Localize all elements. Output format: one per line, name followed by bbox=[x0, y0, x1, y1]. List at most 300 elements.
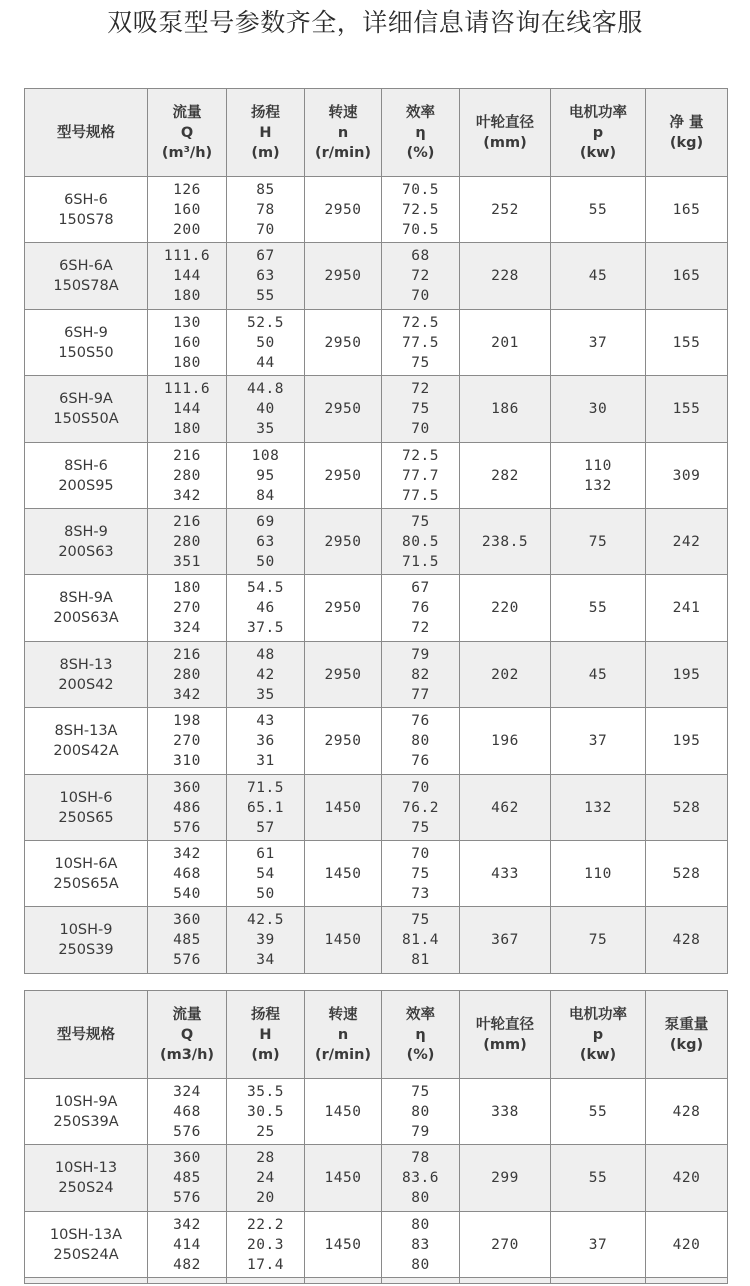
head-cell-text: 108 95 84 bbox=[251, 447, 280, 504]
motor-power-cell bbox=[551, 1079, 646, 1145]
motor-power-cell-text: 45 bbox=[588, 268, 608, 284]
motor-power-cell-text: 37 bbox=[588, 733, 608, 749]
model-cell bbox=[25, 310, 148, 376]
impeller-diameter-cell bbox=[460, 1079, 551, 1145]
motor-power-cell-text: 110 132 bbox=[584, 457, 612, 494]
model-cell-text: 10SH-9A 250S39A bbox=[53, 1093, 119, 1130]
model-cell-text: 6SH-6A 150S78A bbox=[53, 258, 119, 294]
impeller-diameter-cell-text: 367 bbox=[491, 932, 519, 948]
speed-cell bbox=[305, 243, 382, 310]
weight-cell-text: 528 bbox=[672, 865, 701, 882]
impeller-diameter-cell bbox=[460, 642, 551, 708]
model-cell-text: 10SH-9 250S39 bbox=[58, 922, 114, 958]
impeller-diameter-cell bbox=[460, 509, 551, 575]
motor-power-cell bbox=[551, 310, 646, 376]
model-cell-text: 8SH-13 200S42 bbox=[58, 656, 114, 693]
speed-cell-text: 2950 bbox=[324, 600, 362, 616]
model-cell-text: 8SH-13A 200S42A bbox=[53, 723, 119, 759]
efficiency-cell-text: 67 76 72 bbox=[411, 580, 430, 636]
head-cell bbox=[227, 376, 305, 443]
head-cell-text: 69 63 50 bbox=[256, 513, 275, 570]
motor-power-cell bbox=[551, 1212, 646, 1278]
speed-cell-text: 1450 bbox=[324, 799, 362, 816]
efficiency-cell bbox=[382, 1145, 460, 1212]
weight-cell-text: 242 bbox=[672, 533, 701, 550]
model-cell-text: 8SH-9A 200S63A bbox=[53, 590, 119, 626]
weight-cell bbox=[646, 907, 728, 974]
flow-cell-text: 360 485 576 bbox=[173, 912, 201, 968]
impeller-diameter-cell bbox=[460, 907, 551, 974]
table-row bbox=[25, 509, 728, 575]
head-cell-text: 61 54 50 bbox=[256, 845, 275, 902]
weight-cell-text: 420 bbox=[672, 1236, 701, 1253]
motor-power-cell bbox=[551, 575, 646, 642]
flow-cell bbox=[148, 1212, 227, 1278]
speed-cell bbox=[305, 642, 382, 708]
empty-cell bbox=[551, 1278, 646, 1284]
impeller-diameter-cell bbox=[460, 841, 551, 907]
model-cell bbox=[25, 642, 148, 708]
speed-header bbox=[305, 991, 382, 1079]
pump-spec-table-2 bbox=[24, 990, 728, 1284]
empty-cell bbox=[148, 1278, 227, 1284]
empty-cell bbox=[305, 1278, 382, 1284]
model-cell bbox=[25, 841, 148, 907]
impeller-diameter-cell bbox=[460, 1212, 551, 1278]
efficiency-cell bbox=[382, 243, 460, 310]
speed-cell bbox=[305, 509, 382, 575]
weight-cell-text: 195 bbox=[672, 666, 701, 683]
motor-power-cell bbox=[551, 907, 646, 974]
efficiency-header bbox=[382, 991, 460, 1079]
speed-cell-text: 2950 bbox=[324, 201, 362, 218]
impeller-diameter-cell-text: 338 bbox=[491, 1103, 519, 1120]
motor-power-cell bbox=[551, 642, 646, 708]
weight-cell-text: 420 bbox=[672, 1170, 701, 1186]
weight-header-label: 净 量 (kg) bbox=[669, 114, 704, 151]
flow-cell-text: 216 280 342 bbox=[173, 646, 201, 703]
model-cell bbox=[25, 708, 148, 775]
weight-cell-text: 309 bbox=[672, 467, 701, 484]
impeller-diameter-cell-text: 238.5 bbox=[481, 533, 529, 550]
efficiency-cell-text: 75 80 79 bbox=[411, 1083, 430, 1140]
weight-cell-text: 195 bbox=[672, 733, 701, 749]
head-cell bbox=[227, 708, 305, 775]
efficiency-header-label: 效率 η (%) bbox=[406, 1006, 435, 1063]
efficiency-cell bbox=[382, 907, 460, 974]
motor-power-cell bbox=[551, 243, 646, 310]
flow-cell-text: 360 486 576 bbox=[173, 779, 201, 836]
impeller-diameter-cell bbox=[460, 243, 551, 310]
efficiency-header bbox=[382, 89, 460, 177]
head-header bbox=[227, 89, 305, 177]
impeller-diameter-cell-text: 270 bbox=[491, 1236, 519, 1253]
speed-cell-text: 1450 bbox=[324, 1103, 362, 1120]
weight-cell bbox=[646, 443, 728, 509]
flow-cell bbox=[148, 1079, 227, 1145]
flow-cell bbox=[148, 775, 227, 841]
impeller-diameter-cell-text: 282 bbox=[491, 467, 519, 484]
head-header-label: 扬程 H (m) bbox=[251, 104, 280, 161]
speed-cell bbox=[305, 443, 382, 509]
efficiency-cell bbox=[382, 642, 460, 708]
flow-cell-text: 198 270 310 bbox=[173, 713, 201, 769]
speed-header bbox=[305, 89, 382, 177]
flow-cell-text: 324 468 576 bbox=[173, 1083, 201, 1140]
efficiency-cell-text: 76 80 76 bbox=[411, 713, 430, 769]
flow-cell-text: 126 160 200 bbox=[173, 181, 201, 238]
weight-cell bbox=[646, 243, 728, 310]
head-cell-text: 54.5 46 37.5 bbox=[247, 580, 284, 636]
model-cell bbox=[25, 1145, 148, 1212]
motor-power-cell bbox=[551, 841, 646, 907]
motor-power-header bbox=[551, 991, 646, 1079]
impeller-diameter-cell-text: 201 bbox=[491, 334, 519, 351]
flow-cell bbox=[148, 509, 227, 575]
weight-cell-text: 528 bbox=[672, 799, 701, 816]
flow-cell bbox=[148, 310, 227, 376]
flow-cell-text: 216 280 351 bbox=[173, 513, 201, 570]
head-cell bbox=[227, 1079, 305, 1145]
weight-header bbox=[646, 991, 728, 1079]
model-cell-text: 8SH-6 200S95 bbox=[58, 457, 114, 494]
impeller-diameter-cell-text: 202 bbox=[491, 666, 519, 683]
efficiency-header-label: 效率 η (%) bbox=[406, 104, 435, 161]
speed-cell-text: 2950 bbox=[324, 533, 362, 550]
weight-cell bbox=[646, 1145, 728, 1212]
model-header bbox=[25, 991, 148, 1079]
weight-cell-text: 155 bbox=[672, 401, 701, 417]
efficiency-cell bbox=[382, 376, 460, 443]
table-row bbox=[25, 443, 728, 509]
efficiency-cell-text: 72.5 77.7 77.5 bbox=[402, 447, 439, 504]
model-cell bbox=[25, 177, 148, 243]
weight-header-label: 泵重量 (kg) bbox=[664, 1016, 709, 1053]
flow-cell-text: 111.6 144 180 bbox=[163, 248, 211, 304]
model-cell-text: 6SH-9 150S50 bbox=[58, 324, 114, 361]
model-cell bbox=[25, 376, 148, 443]
speed-cell bbox=[305, 907, 382, 974]
weight-cell bbox=[646, 575, 728, 642]
empty-cell bbox=[460, 1278, 551, 1284]
model-cell-text: 10SH-13A 250S24A bbox=[49, 1226, 123, 1263]
efficiency-cell bbox=[382, 1212, 460, 1278]
table-row bbox=[25, 907, 728, 974]
motor-power-cell-text: 37 bbox=[588, 1236, 608, 1253]
head-cell bbox=[227, 1212, 305, 1278]
head-cell bbox=[227, 1145, 305, 1212]
head-cell bbox=[227, 310, 305, 376]
efficiency-cell bbox=[382, 708, 460, 775]
head-cell-text: 52.5 50 44 bbox=[247, 314, 284, 371]
table-row bbox=[25, 1212, 728, 1278]
flow-cell bbox=[148, 443, 227, 509]
model-cell-text: 6SH-9A 150S50A bbox=[53, 391, 119, 427]
impeller-diameter-cell bbox=[460, 177, 551, 243]
weight-cell bbox=[646, 310, 728, 376]
table-row-cut-off bbox=[25, 1278, 728, 1284]
motor-power-cell-text: 75 bbox=[588, 533, 608, 550]
impeller-diameter-cell-text: 220 bbox=[491, 600, 519, 616]
speed-cell-text: 1450 bbox=[324, 932, 362, 948]
efficiency-cell-text: 78 83.6 80 bbox=[402, 1150, 439, 1206]
efficiency-cell bbox=[382, 1079, 460, 1145]
head-cell-text: 42.5 39 34 bbox=[247, 912, 284, 968]
motor-power-cell bbox=[551, 708, 646, 775]
motor-power-cell bbox=[551, 376, 646, 443]
model-cell-text: 6SH-6 150S78 bbox=[58, 191, 114, 228]
head-cell-text: 67 63 55 bbox=[256, 248, 275, 304]
model-cell bbox=[25, 1079, 148, 1145]
weight-cell bbox=[646, 509, 728, 575]
efficiency-cell bbox=[382, 310, 460, 376]
model-cell bbox=[25, 443, 148, 509]
model-cell bbox=[25, 775, 148, 841]
head-header bbox=[227, 991, 305, 1079]
table-row bbox=[25, 775, 728, 841]
motor-power-header bbox=[551, 89, 646, 177]
efficiency-cell bbox=[382, 509, 460, 575]
head-cell bbox=[227, 642, 305, 708]
weight-cell bbox=[646, 708, 728, 775]
impeller-diameter-cell-text: 299 bbox=[491, 1170, 519, 1186]
efficiency-cell bbox=[382, 177, 460, 243]
motor-power-cell bbox=[551, 1145, 646, 1212]
impeller-diameter-cell-text: 252 bbox=[491, 201, 519, 218]
flow-header-label: 流量 Q (m³/h) bbox=[161, 104, 213, 161]
motor-power-cell-text: 132 bbox=[584, 799, 612, 816]
head-cell bbox=[227, 575, 305, 642]
head-header-label: 扬程 H (m) bbox=[251, 1006, 280, 1063]
flow-cell-text: 342 414 482 bbox=[173, 1216, 201, 1273]
table-row bbox=[25, 376, 728, 443]
weight-cell bbox=[646, 177, 728, 243]
flow-header bbox=[148, 89, 227, 177]
speed-cell bbox=[305, 575, 382, 642]
speed-header-label: 转速 n (r/min) bbox=[314, 104, 372, 161]
efficiency-cell-text: 72.5 77.5 75 bbox=[402, 314, 439, 371]
table-row bbox=[25, 243, 728, 310]
weight-cell bbox=[646, 642, 728, 708]
motor-power-cell-text: 110 bbox=[584, 865, 612, 882]
table-row bbox=[25, 177, 728, 243]
head-cell-text: 48 42 35 bbox=[256, 646, 275, 703]
model-cell bbox=[25, 575, 148, 642]
table-row bbox=[25, 310, 728, 376]
head-cell bbox=[227, 443, 305, 509]
speed-cell bbox=[305, 1145, 382, 1212]
head-cell-text: 71.5 65.1 57 bbox=[247, 779, 284, 836]
speed-cell-text: 2950 bbox=[324, 401, 362, 417]
head-cell-text: 28 24 20 bbox=[256, 1150, 275, 1206]
efficiency-cell-text: 79 82 77 bbox=[411, 646, 430, 703]
weight-cell bbox=[646, 775, 728, 841]
efficiency-cell-text: 72 75 70 bbox=[411, 381, 430, 437]
impeller-diameter-cell-text: 228 bbox=[491, 268, 519, 284]
head-cell-text: 22.2 20.3 17.4 bbox=[247, 1216, 284, 1273]
flow-cell bbox=[148, 1145, 227, 1212]
head-cell bbox=[227, 509, 305, 575]
weight-cell-text: 428 bbox=[672, 932, 701, 948]
speed-cell bbox=[305, 1212, 382, 1278]
impeller-diameter-header bbox=[460, 991, 551, 1079]
motor-power-cell-text: 55 bbox=[588, 201, 608, 218]
efficiency-cell-text: 80 83 80 bbox=[411, 1216, 430, 1273]
motor-power-cell-text: 55 bbox=[588, 1103, 608, 1120]
empty-cell bbox=[25, 1278, 148, 1284]
motor-power-header-label: 电机功率 p (kw) bbox=[569, 1006, 627, 1063]
efficiency-cell bbox=[382, 841, 460, 907]
efficiency-cell-text: 70 76.2 75 bbox=[402, 779, 439, 836]
head-cell-text: 44.8 40 35 bbox=[247, 381, 284, 437]
table-row bbox=[25, 575, 728, 642]
model-cell-text: 10SH-6 250S65 bbox=[58, 789, 114, 826]
head-cell bbox=[227, 177, 305, 243]
table-row bbox=[25, 841, 728, 907]
impeller-diameter-header-label: 叶轮直径 (mm) bbox=[476, 1016, 534, 1053]
head-cell-text: 85 78 70 bbox=[256, 181, 275, 238]
motor-power-cell bbox=[551, 443, 646, 509]
motor-power-cell-text: 75 bbox=[588, 932, 608, 948]
impeller-diameter-cell bbox=[460, 310, 551, 376]
impeller-diameter-cell bbox=[460, 376, 551, 443]
efficiency-cell-text: 70.5 72.5 70.5 bbox=[402, 181, 439, 238]
impeller-diameter-cell bbox=[460, 1145, 551, 1212]
weight-cell bbox=[646, 841, 728, 907]
speed-cell bbox=[305, 775, 382, 841]
motor-power-cell bbox=[551, 509, 646, 575]
speed-cell bbox=[305, 1079, 382, 1145]
head-cell-text: 43 36 31 bbox=[256, 713, 275, 769]
impeller-diameter-cell-text: 196 bbox=[491, 733, 519, 749]
flow-cell bbox=[148, 708, 227, 775]
motor-power-cell bbox=[551, 775, 646, 841]
speed-cell bbox=[305, 376, 382, 443]
flow-cell bbox=[148, 642, 227, 708]
weight-cell bbox=[646, 1212, 728, 1278]
empty-cell bbox=[646, 1278, 728, 1284]
efficiency-cell bbox=[382, 443, 460, 509]
table-row bbox=[25, 1079, 728, 1145]
efficiency-cell bbox=[382, 575, 460, 642]
impeller-diameter-cell bbox=[460, 775, 551, 841]
speed-cell bbox=[305, 177, 382, 243]
weight-header bbox=[646, 89, 728, 177]
model-header bbox=[25, 89, 148, 177]
table-row bbox=[25, 708, 728, 775]
speed-cell-text: 2950 bbox=[324, 334, 362, 351]
flow-cell-text: 180 270 324 bbox=[173, 580, 201, 636]
flow-cell-text: 342 468 540 bbox=[173, 845, 201, 902]
model-header-label: 型号规格 bbox=[57, 1026, 115, 1043]
flow-cell bbox=[148, 841, 227, 907]
impeller-diameter-cell bbox=[460, 575, 551, 642]
flow-cell bbox=[148, 243, 227, 310]
empty-cell bbox=[382, 1278, 460, 1284]
speed-cell-text: 2950 bbox=[324, 666, 362, 683]
empty-cell bbox=[227, 1278, 305, 1284]
motor-power-cell-text: 45 bbox=[588, 666, 608, 683]
table-row bbox=[25, 1145, 728, 1212]
flow-cell bbox=[148, 177, 227, 243]
head-cell bbox=[227, 841, 305, 907]
motor-power-header-label: 电机功率 p (kw) bbox=[569, 104, 627, 161]
efficiency-cell-text: 75 81.4 81 bbox=[402, 912, 439, 968]
impeller-diameter-cell-text: 433 bbox=[491, 865, 519, 882]
head-cell-text: 35.5 30.5 25 bbox=[247, 1083, 284, 1140]
motor-power-cell bbox=[551, 177, 646, 243]
speed-cell bbox=[305, 841, 382, 907]
flow-header-label: 流量 Q (m3/h) bbox=[159, 1006, 215, 1063]
weight-cell-text: 165 bbox=[672, 268, 701, 284]
table-header-row bbox=[25, 991, 728, 1079]
page-title: 双吸泵型号参数齐全，详细信息请咨询在线客服 bbox=[107, 8, 643, 37]
motor-power-cell-text: 30 bbox=[588, 401, 608, 417]
flow-cell bbox=[148, 907, 227, 974]
speed-cell-text: 2950 bbox=[324, 733, 362, 749]
efficiency-cell-text: 75 80.5 71.5 bbox=[402, 513, 439, 570]
flow-header bbox=[148, 991, 227, 1079]
flow-cell-text: 360 485 576 bbox=[173, 1150, 201, 1206]
weight-cell-text: 165 bbox=[672, 201, 701, 218]
model-cell-text: 8SH-9 200S63 bbox=[58, 523, 114, 560]
model-cell bbox=[25, 907, 148, 974]
flow-cell-text: 111.6 144 180 bbox=[163, 381, 211, 437]
speed-cell-text: 1450 bbox=[324, 1170, 362, 1186]
motor-power-cell-text: 37 bbox=[588, 334, 608, 351]
speed-cell-text: 2950 bbox=[324, 268, 362, 284]
pump-spec-table-1 bbox=[24, 88, 728, 974]
speed-cell-text: 1450 bbox=[324, 865, 362, 882]
impeller-diameter-cell bbox=[460, 443, 551, 509]
model-cell-text: 10SH-6A 250S65A bbox=[53, 855, 119, 892]
impeller-diameter-cell bbox=[460, 708, 551, 775]
table-header-row bbox=[25, 89, 728, 177]
flow-cell bbox=[148, 575, 227, 642]
motor-power-cell-text: 55 bbox=[588, 600, 608, 616]
weight-cell-text: 155 bbox=[672, 334, 701, 351]
motor-power-cell-text: 55 bbox=[588, 1170, 608, 1186]
head-cell bbox=[227, 243, 305, 310]
efficiency-cell bbox=[382, 775, 460, 841]
efficiency-cell-text: 68 72 70 bbox=[411, 248, 430, 304]
weight-cell bbox=[646, 1079, 728, 1145]
speed-cell bbox=[305, 708, 382, 775]
impeller-diameter-cell-text: 462 bbox=[491, 799, 519, 816]
table-row bbox=[25, 642, 728, 708]
flow-cell bbox=[148, 376, 227, 443]
weight-cell-text: 241 bbox=[672, 600, 701, 616]
model-header-label: 型号规格 bbox=[57, 124, 115, 141]
model-cell-text: 10SH-13 250S24 bbox=[54, 1160, 118, 1196]
impeller-diameter-header bbox=[460, 89, 551, 177]
weight-cell bbox=[646, 376, 728, 443]
model-cell bbox=[25, 509, 148, 575]
weight-cell-text: 428 bbox=[672, 1103, 701, 1120]
impeller-diameter-header-label: 叶轮直径 (mm) bbox=[476, 114, 534, 151]
head-cell bbox=[227, 775, 305, 841]
impeller-diameter-cell-text: 186 bbox=[491, 401, 519, 417]
efficiency-cell-text: 70 75 73 bbox=[411, 845, 430, 902]
speed-cell bbox=[305, 310, 382, 376]
speed-cell-text: 2950 bbox=[324, 467, 362, 484]
model-cell bbox=[25, 1212, 148, 1278]
head-cell bbox=[227, 907, 305, 974]
speed-cell-text: 1450 bbox=[324, 1236, 362, 1253]
model-cell bbox=[25, 243, 148, 310]
speed-header-label: 转速 n (r/min) bbox=[314, 1006, 372, 1063]
flow-cell-text: 130 160 180 bbox=[173, 314, 201, 371]
